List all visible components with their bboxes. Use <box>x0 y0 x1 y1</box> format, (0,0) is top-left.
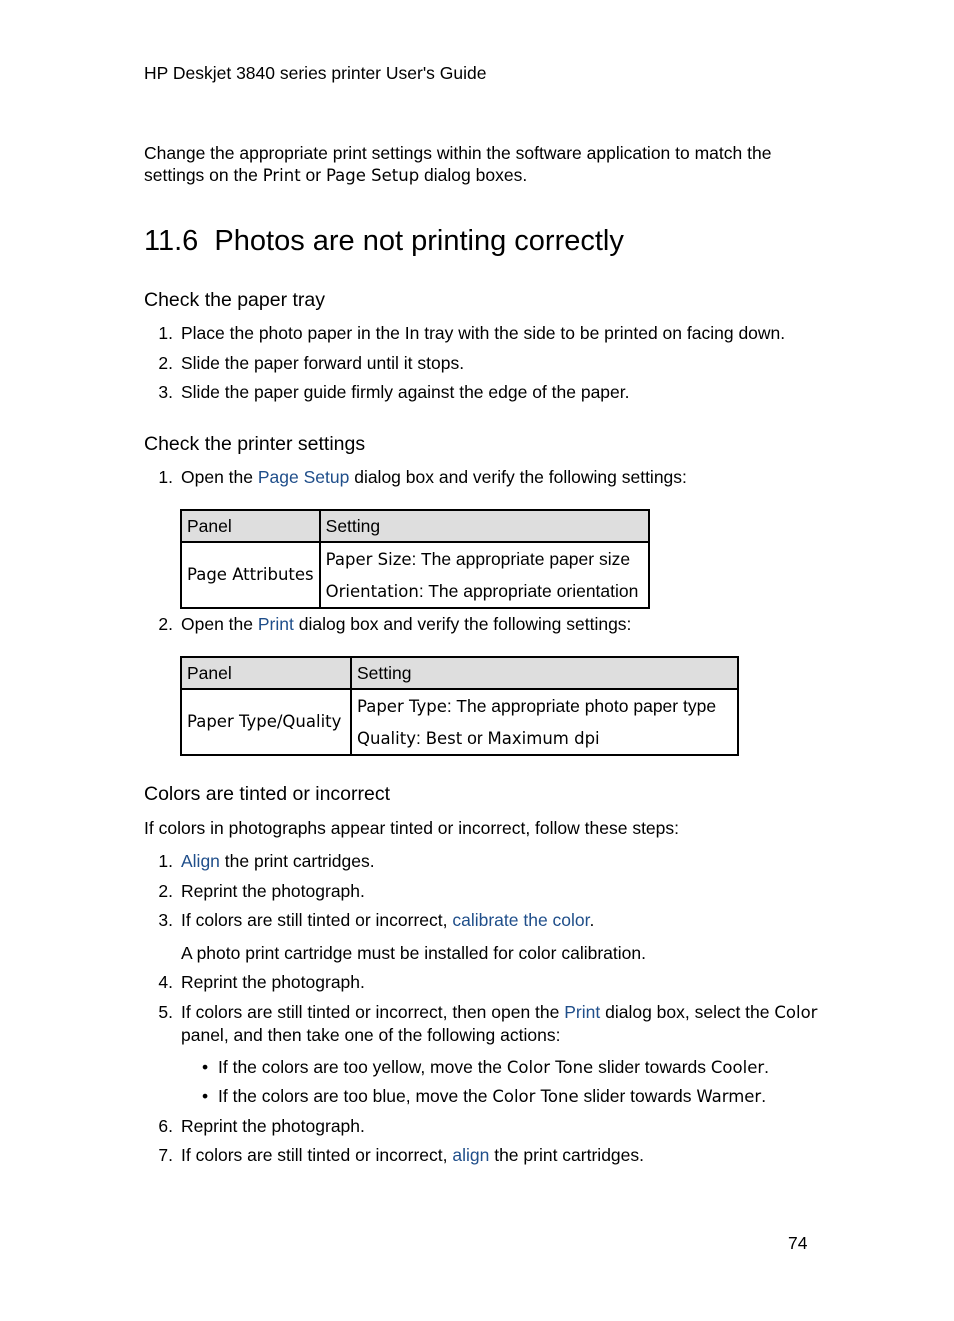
colors-intro: If colors in photographs appear tinted or incorrect, follow these steps: <box>144 818 680 838</box>
table-header-panel: Panel <box>181 510 320 542</box>
calibration-note: A photo print cartridge must be installed for color calibration. <box>181 943 646 963</box>
print-settings-table <box>180 656 739 756</box>
running-header: HP Deskjet 3840 series printer User's Guide <box>144 63 487 83</box>
subheading-paper-tray: Check the paper tray <box>144 289 326 311</box>
intro-paragraph: Change the appropriate print settings within the software application to match the settings on the Print or Page Setup dialog boxes. <box>144 143 772 185</box>
table-header-setting: Setting <box>320 510 649 542</box>
subheading-printer-settings: Check the printer settings <box>144 433 366 455</box>
table-cell-panel: Paper Type/Quality <box>181 689 351 755</box>
table-header-panel: Panel <box>181 657 351 689</box>
print-link[interactable]: Print <box>257 614 294 634</box>
subheading-colors: Colors are tinted or incorrect <box>144 783 391 805</box>
page-number: 74 <box>788 1233 808 1253</box>
calibrate-color-link[interactable]: calibrate the color <box>452 910 590 930</box>
section-number: 11.6 <box>144 225 199 257</box>
section-title <box>144 224 624 258</box>
page-setup-link[interactable]: Page Setup <box>257 467 350 487</box>
section-title-text: Photos are not printing correctly <box>214 225 624 257</box>
table-cell-setting: Paper Type: The appropriate photo paper type Quality: Best or Maximum dpi <box>351 689 738 755</box>
table-cell-panel: Page Attributes <box>181 542 320 608</box>
table-cell-setting: Paper Size: The appropriate paper size Orientation: The appropriate orientation <box>320 542 649 608</box>
ui-print-label: Print <box>262 166 301 185</box>
align-link[interactable]: align <box>452 1145 490 1165</box>
ui-page-setup-label: Page Setup <box>325 166 420 185</box>
align-link[interactable]: Align <box>181 851 220 871</box>
print-link[interactable]: Print <box>564 1002 601 1022</box>
page-setup-settings-table <box>180 509 650 609</box>
table-header-setting: Setting <box>351 657 738 689</box>
